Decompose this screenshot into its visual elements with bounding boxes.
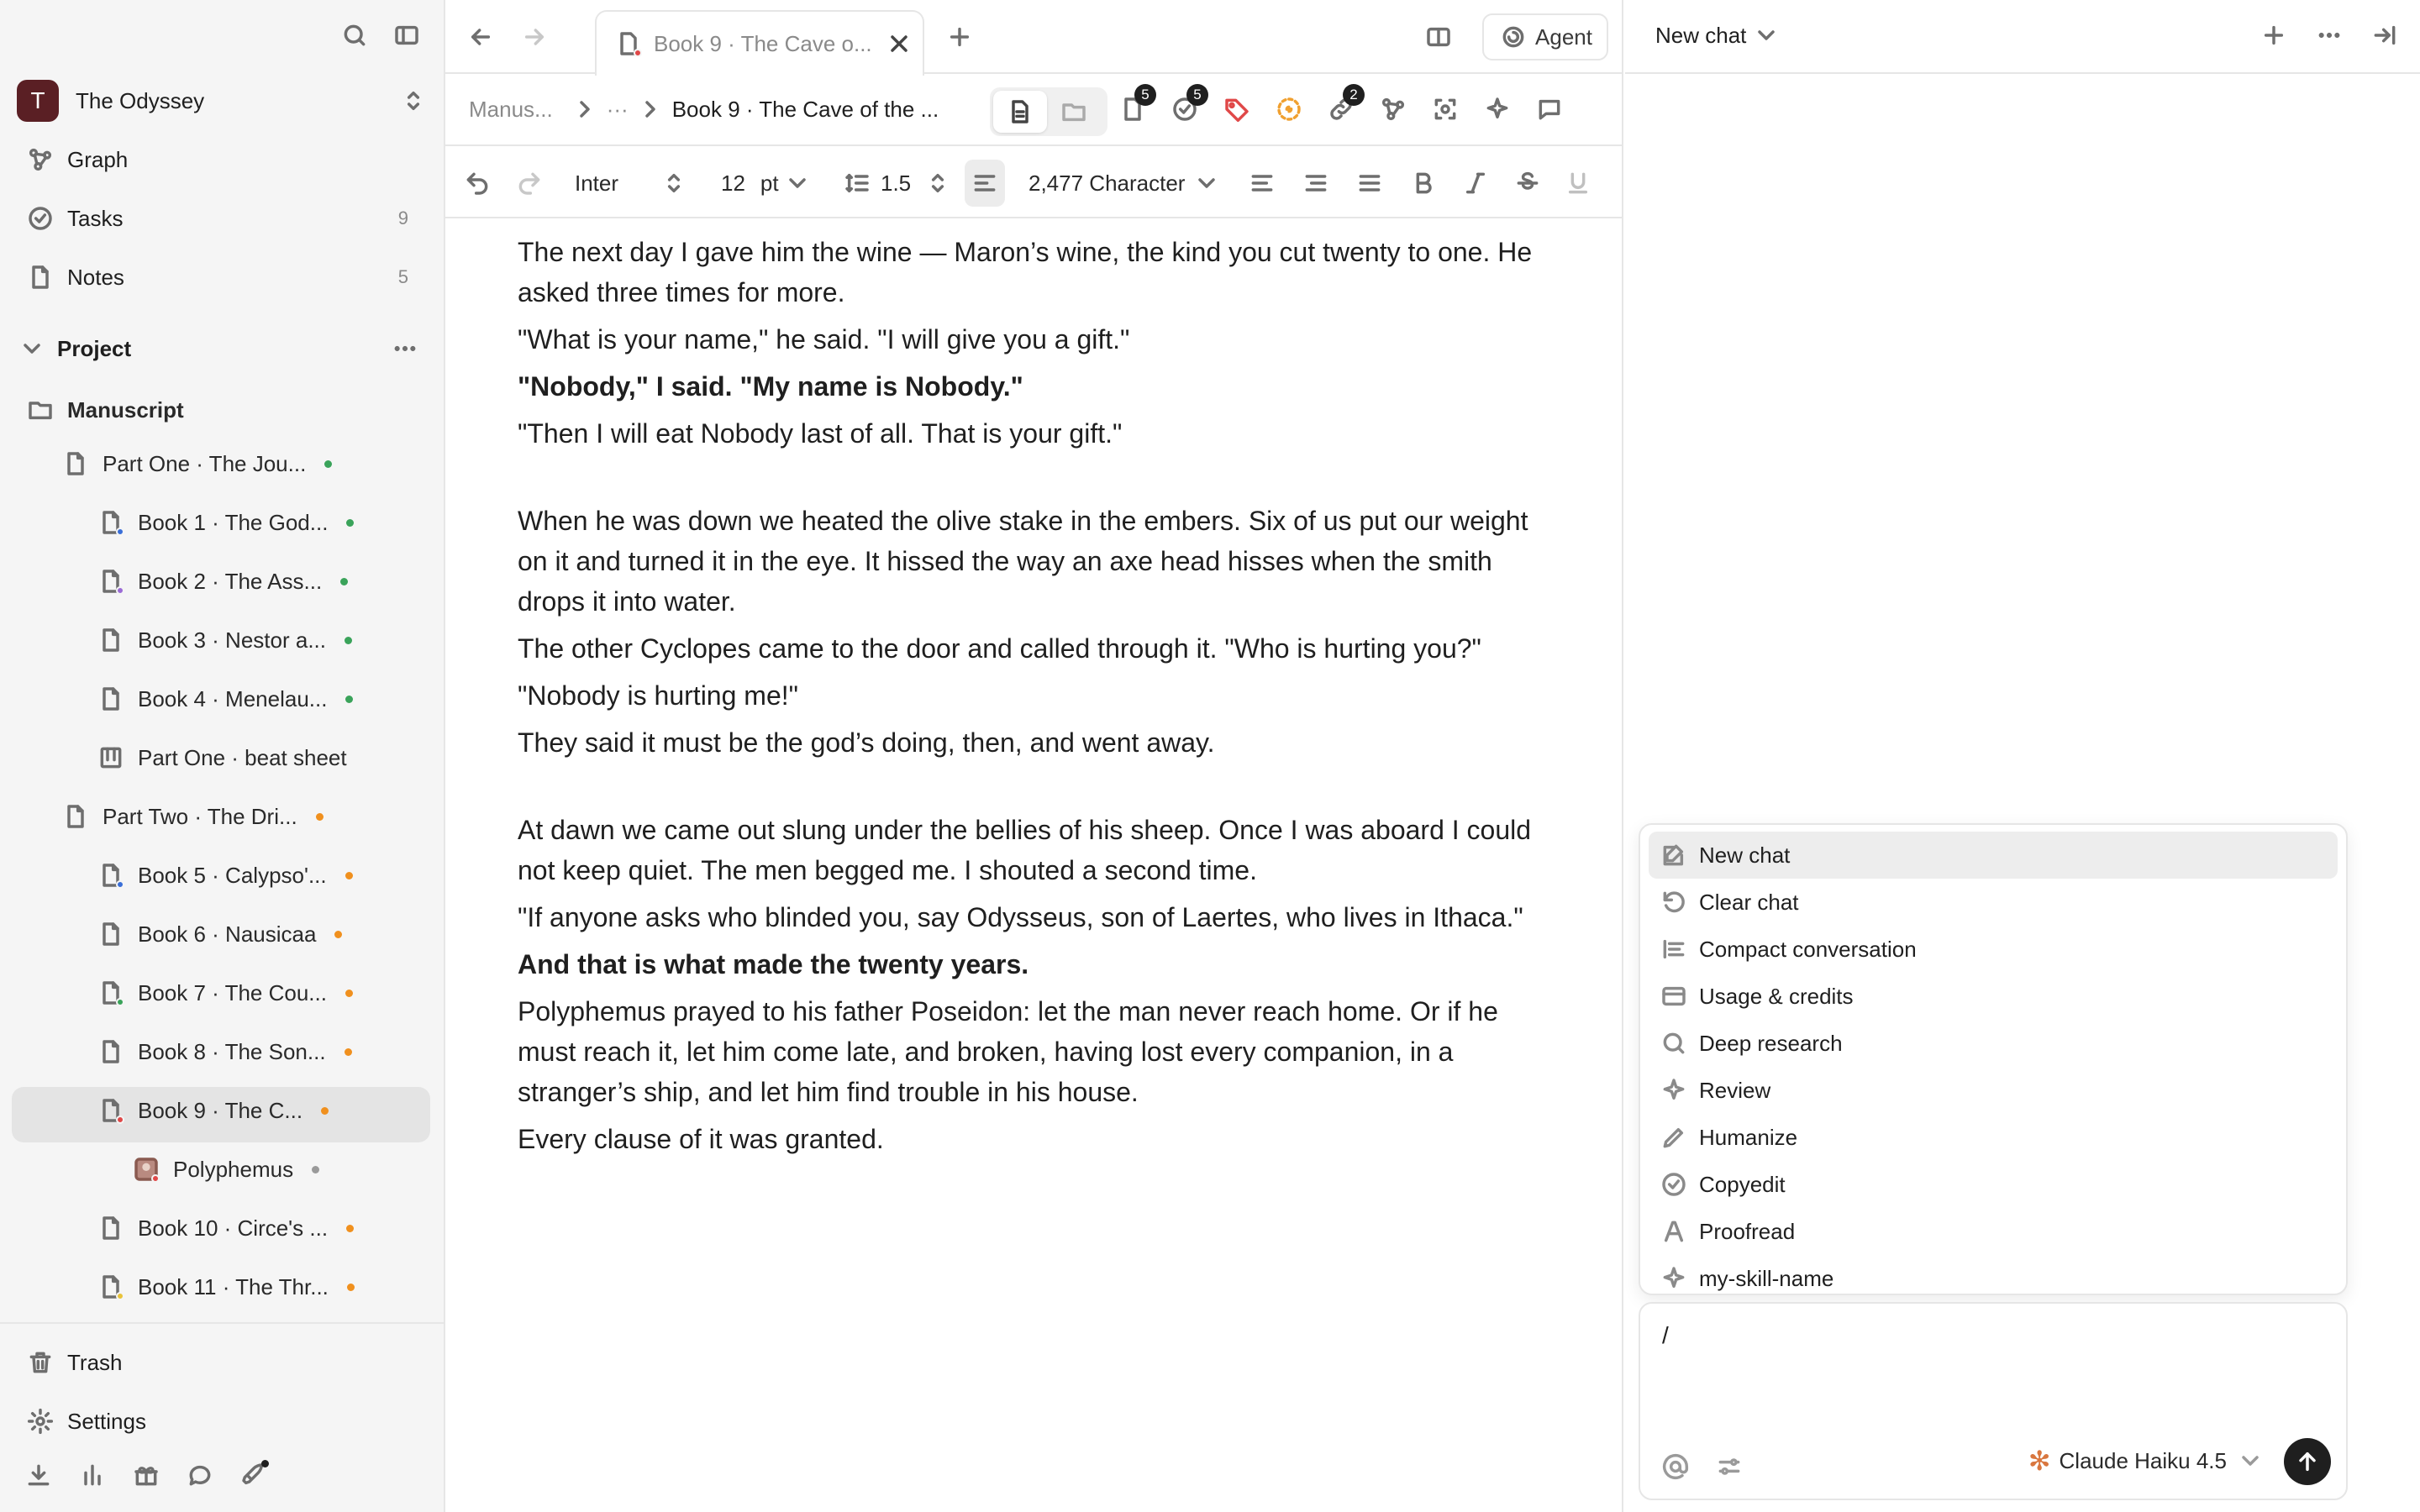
menu-item-label: Compact conversation	[1699, 936, 1917, 962]
sparkle-icon[interactable]	[1482, 94, 1512, 124]
paragraph: The next day I gave him the wine — Maron’s wine, the kind you cut twenty to one. He asked three times for more.	[518, 237, 1533, 307]
status-dot	[346, 1225, 354, 1232]
align-right-icon	[1301, 168, 1331, 198]
editor-pane	[445, 0, 1623, 1512]
document-icon	[96, 1037, 126, 1067]
plus-icon[interactable]	[2259, 20, 2289, 50]
tree-item-label: Book 1 · The God...	[138, 509, 329, 535]
document-icon	[96, 919, 126, 949]
tag-icon[interactable]	[1222, 94, 1252, 124]
tree-item-label: Book 3 · Nestor a...	[138, 627, 326, 653]
rotate-ccw-icon	[1659, 887, 1689, 917]
document-icon	[96, 1095, 126, 1126]
tree-item[interactable]	[96, 1085, 329, 1136]
paragraph: The other Cyclopes came to the door and called through it. "Who is hurting you?"	[518, 633, 1481, 664]
document-icon	[96, 1272, 126, 1302]
status-dot	[345, 872, 353, 879]
tree-item[interactable]	[96, 850, 353, 900]
close-icon[interactable]	[884, 29, 914, 59]
send-button[interactable]	[2284, 1438, 2331, 1485]
tasks-check-icon[interactable]	[1170, 87, 1202, 124]
status-dot	[340, 578, 348, 585]
chat-title-select[interactable]	[1655, 20, 1781, 50]
compact-lines-icon	[1659, 934, 1689, 964]
document-icon	[96, 860, 126, 890]
status-dot	[324, 460, 332, 468]
menu-item-label: Review	[1699, 1077, 1771, 1103]
underline-button[interactable]	[1563, 168, 1593, 198]
sidebar-item-label: Graph	[67, 146, 129, 172]
character-count-select[interactable]	[1028, 168, 1222, 198]
tree-item[interactable]	[96, 556, 348, 606]
new-tab-plus-icon[interactable]	[944, 22, 975, 52]
status-dot	[346, 519, 354, 527]
tree-item[interactable]	[96, 1262, 355, 1312]
agent-button[interactable]	[1482, 13, 1608, 60]
character-count: 2,477 Character	[1028, 170, 1186, 196]
menu-item-humanize[interactable]	[1649, 1114, 2338, 1161]
notes-count: 5	[397, 266, 408, 287]
sparkle-icon	[1659, 1075, 1689, 1105]
chat-composer[interactable]	[1639, 1302, 2348, 1500]
paragraph: They said it must be the god’s doing, then, and went away.	[518, 727, 1215, 758]
model-name: Claude Haiku 4.5	[2059, 1447, 2227, 1473]
chat-header	[1625, 0, 2420, 74]
slash-command-menu	[1639, 823, 2348, 1295]
collapse-panel-icon[interactable]	[2370, 20, 2400, 50]
font-size-select[interactable]	[721, 168, 813, 198]
breadcrumb	[469, 94, 939, 124]
tab-label: Book 9 · The Cave o...	[654, 30, 872, 56]
section-label: Project	[57, 335, 132, 361]
tasks-badge: 5	[1186, 84, 1208, 106]
tree-item-label: Part One · The Jou...	[103, 450, 307, 476]
document-icon	[60, 449, 91, 479]
menu-item-label: Humanize	[1699, 1124, 1798, 1150]
back-arrow-icon[interactable]	[466, 22, 496, 52]
composer-tools	[1660, 1452, 1744, 1482]
tasks-count: 9	[397, 207, 408, 228]
sidebar-footer-tools	[24, 1460, 269, 1490]
settings-sliders-icon[interactable]	[1714, 1452, 1744, 1482]
menu-item-label: Clear chat	[1699, 889, 1799, 915]
status-dot	[345, 637, 352, 644]
paragraph: "If anyone asks who blinded you, say Odysseus, son of Laertes, who lives in Ithaca."	[518, 902, 1523, 932]
tree-item[interactable]	[60, 791, 324, 842]
workspace-avatar: T	[17, 80, 59, 122]
document-icon	[96, 566, 126, 596]
toggle-sidebar-icon[interactable]	[392, 20, 422, 50]
paragraph-style-button[interactable]	[965, 160, 1005, 207]
italic-icon	[1460, 168, 1491, 198]
breadcrumb-ellipsis[interactable]: ···	[606, 96, 629, 122]
document-icon	[96, 978, 126, 1008]
underline-icon	[1563, 168, 1593, 198]
redo-button[interactable]	[514, 168, 544, 198]
pen-icon	[1659, 1122, 1689, 1152]
justify-icon	[1355, 168, 1385, 198]
tab-bar	[445, 0, 1622, 74]
menu-item-copyedit[interactable]	[1649, 1161, 2338, 1208]
sidebar-item-trash[interactable]	[25, 1339, 420, 1386]
chevron-down-icon	[2235, 1446, 2265, 1476]
tree-item-label: Part One · beat sheet	[138, 744, 347, 770]
font-family-value: Inter	[575, 170, 619, 196]
breadcrumb-current[interactable]: Book 9 · The Cave of the ...	[671, 96, 939, 122]
folder-view-option[interactable]	[1047, 91, 1101, 133]
tree-item[interactable]	[60, 438, 332, 489]
note-icon	[25, 262, 55, 292]
tree-item-label: Book 7 · The Cou...	[138, 979, 327, 1005]
tree-item-label: Book 10 · Circe's ...	[138, 1215, 329, 1241]
beat-sheet-icon	[96, 743, 126, 773]
gift-icon[interactable]	[131, 1460, 161, 1490]
graph-icon	[25, 144, 55, 175]
chat-bubble-icon[interactable]	[185, 1460, 215, 1490]
menu-item-label: Deep research	[1699, 1030, 1843, 1056]
chevron-down-icon[interactable]	[17, 333, 47, 364]
align-left-icon	[1247, 168, 1277, 198]
rocket-icon[interactable]	[239, 1460, 269, 1490]
sidebar-item-label: Trash	[67, 1349, 123, 1375]
status-dot	[345, 990, 353, 997]
line-height-value: 1.5	[881, 170, 912, 196]
tree-item[interactable]	[96, 1203, 354, 1253]
font-size-value: 12	[721, 170, 745, 196]
folder-icon	[25, 395, 55, 425]
status-mini-dot	[116, 528, 124, 536]
chevron-down-icon	[1751, 20, 1781, 50]
line-height-select[interactable]	[842, 168, 953, 198]
status-dot	[345, 696, 353, 703]
divider	[0, 1322, 445, 1324]
menu-item-proofread[interactable]	[1649, 1208, 2338, 1255]
format-toolbar	[445, 148, 1622, 218]
menu-item-review[interactable]	[1649, 1067, 2338, 1114]
more-horizontal-icon[interactable]	[2314, 20, 2344, 50]
chat-panel	[1625, 0, 2420, 1512]
status-dot	[321, 1107, 329, 1115]
document-view-icon	[1005, 97, 1035, 127]
undo-icon	[462, 168, 492, 198]
align-left-button[interactable]	[1247, 168, 1277, 198]
tree-item[interactable]	[25, 385, 184, 435]
chevron-right-icon	[635, 94, 666, 124]
sidebar-item-graph[interactable]	[25, 136, 420, 183]
workspace-name: The Odyssey	[76, 87, 205, 113]
notes-icon[interactable]	[1118, 87, 1150, 124]
status-dot	[334, 931, 342, 938]
paragraph: Polyphemus prayed to his father Poseidon: let the man never reach home. Or if he must reach it, let him come late, and broken, having lost every companion, in a stranger’s ship, and let him find trouble in his house.	[518, 996, 1498, 1107]
arrow-up-icon	[2292, 1446, 2323, 1477]
breadcrumb-bar	[445, 76, 1622, 146]
sidebar-item-tasks[interactable]	[25, 195, 420, 242]
menu-item-label: Proofread	[1699, 1218, 1796, 1244]
character-avatar-icon	[131, 1154, 161, 1184]
menu-item-new-chat[interactable]	[1649, 832, 2338, 879]
chat-title: New chat	[1655, 22, 1747, 48]
notification-dot	[261, 1460, 269, 1467]
menu-item-label: Copyedit	[1699, 1171, 1786, 1197]
chevron-right-icon	[570, 94, 600, 124]
menu-item-compact-conversation[interactable]	[1649, 926, 2338, 973]
justify-button[interactable]	[1355, 168, 1385, 198]
mention-at-icon[interactable]	[1660, 1452, 1691, 1482]
document-body[interactable]	[518, 232, 1560, 1166]
document-icon	[96, 625, 126, 655]
strikethrough-button[interactable]	[1512, 168, 1543, 198]
agent-swirl-icon	[1498, 22, 1528, 52]
document-tools	[1118, 87, 1565, 124]
chevron-up-down-icon	[923, 168, 953, 198]
graph-nodes-icon[interactable]	[1378, 94, 1408, 124]
document-icon	[96, 684, 126, 714]
document-view-option[interactable]	[993, 91, 1047, 133]
notes-badge: 5	[1134, 84, 1156, 106]
forward-arrow-icon[interactable]	[519, 22, 550, 52]
document-icon	[60, 801, 91, 832]
chat-header-tools	[2259, 20, 2400, 50]
search-icon	[1659, 1028, 1689, 1058]
task-circle-check-icon	[25, 203, 55, 234]
paragraph: When he was down we heated the olive stake in the embers. Six of us put our weight on it and turned it in the eye. It hissed the way an axe head hisses when the smith drops it into water.	[518, 506, 1528, 617]
align-left-icon	[970, 168, 1000, 198]
paragraph: And that is what made the twenty years.	[518, 949, 1029, 979]
status-mini-dot	[116, 998, 124, 1006]
paragraph: At dawn we came out slung under the bellies of his sheep. Once I was aboard I could not keep quiet. The men begged me. I shouted a second time.	[518, 815, 1532, 885]
menu-item-label: Usage & credits	[1699, 983, 1854, 1009]
menu-item-usage-credits[interactable]	[1649, 973, 2338, 1020]
claude-logo-icon: ✻	[2028, 1446, 2051, 1476]
align-right-button[interactable]	[1301, 168, 1331, 198]
proofread-a-icon	[1659, 1216, 1689, 1247]
model-select[interactable]	[2028, 1445, 2265, 1477]
sidebar-item-label: Tasks	[67, 205, 124, 231]
credit-card-icon	[1659, 981, 1689, 1011]
tree-item-label: Book 4 · Menelau...	[138, 685, 328, 711]
status-mini-dot	[151, 1174, 160, 1183]
document-icon	[96, 507, 126, 538]
status-mini-dot	[116, 586, 124, 595]
bold-button[interactable]	[1408, 168, 1439, 198]
redo-icon	[514, 168, 544, 198]
download-icon[interactable]	[24, 1460, 54, 1490]
chevron-down-icon	[1192, 168, 1222, 198]
more-horizontal-icon[interactable]	[390, 333, 420, 364]
paragraph: "What is your name," he said. "I will give you a gift."	[518, 324, 1130, 354]
workspace-switcher[interactable]	[17, 77, 429, 124]
tree-item-label: Book 2 · The Ass...	[138, 568, 323, 594]
sidebar	[0, 0, 445, 1512]
undo-button[interactable]	[462, 168, 492, 198]
paragraph: "Nobody," I said. "My name is Nobody."	[518, 371, 1023, 402]
tree-item-label: Book 5 · Calypso'...	[138, 862, 327, 888]
font-size-unit: pt	[760, 170, 779, 196]
tree-item[interactable]	[96, 968, 353, 1018]
sidebar-item-label: Settings	[67, 1408, 146, 1434]
status-mini-dot	[116, 880, 124, 889]
agent-label: Agent	[1535, 24, 1592, 50]
menu-item-label: my-skill-name	[1699, 1265, 1834, 1291]
strikethrough-icon	[1512, 168, 1543, 198]
menu-item-label: New chat	[1699, 842, 1791, 868]
gear-icon	[25, 1406, 55, 1436]
document-icon	[613, 29, 644, 59]
sidebar-item-label: Notes	[67, 264, 124, 290]
bar-chart-icon[interactable]	[77, 1460, 108, 1490]
comment-icon[interactable]	[1534, 94, 1565, 124]
focus-scan-icon[interactable]	[1430, 94, 1460, 124]
link-icon[interactable]	[1326, 87, 1358, 124]
sparkle-icon	[1659, 1263, 1689, 1294]
sidebar-top-tools	[339, 20, 422, 50]
chevron-up-down-icon	[659, 168, 689, 198]
tree-item-label: Book 9 · The C...	[138, 1097, 303, 1123]
paragraph: Every clause of it was granted.	[518, 1124, 884, 1154]
chevron-up-down-icon	[398, 86, 429, 116]
tree-item-label: Polyphemus	[173, 1156, 294, 1182]
sidebar-item-notes[interactable]	[25, 254, 420, 301]
tree-item-label: Part Two · The Dri...	[103, 803, 297, 829]
blank-line	[518, 769, 1560, 810]
composer-input[interactable]: /	[1662, 1322, 1669, 1348]
italic-button[interactable]	[1460, 168, 1491, 198]
search-icon[interactable]	[339, 20, 370, 50]
menu-item-deep-research[interactable]	[1649, 1020, 2338, 1067]
paragraph: "Nobody is hurting me!"	[518, 680, 798, 711]
status-mini-dot	[634, 49, 642, 57]
view-mode-toggle[interactable]	[990, 87, 1107, 136]
status-mini-dot	[116, 1116, 124, 1124]
line-spacing-icon	[842, 168, 872, 198]
blank-line	[518, 460, 1560, 501]
chevron-down-icon	[782, 168, 813, 198]
tree-item-label: Manuscript	[67, 396, 184, 423]
status-dot	[316, 813, 324, 821]
split-view-icon[interactable]	[1423, 22, 1454, 52]
status-mini-dot	[116, 1292, 124, 1300]
status-dot	[345, 1048, 352, 1056]
folder-view-icon	[1059, 97, 1089, 127]
sidebar-item-settings[interactable]	[25, 1398, 420, 1445]
tree-item-label: Book 6 · Nausicaa	[138, 921, 317, 947]
edit-pencil-square-icon	[1659, 840, 1689, 870]
tree-item-label: Book 11 · The Thr...	[138, 1273, 329, 1299]
tree-item[interactable]	[96, 1026, 352, 1077]
trash-icon	[25, 1347, 55, 1378]
status-dot	[312, 1166, 319, 1173]
bold-icon	[1408, 168, 1439, 198]
font-family-select[interactable]	[575, 168, 689, 198]
tree-item[interactable]	[96, 615, 352, 665]
circle-check-icon	[1659, 1169, 1689, 1200]
tree-item[interactable]	[131, 1144, 319, 1194]
paragraph: "Then I will eat Nobody last of all. That is your gift."	[518, 418, 1123, 449]
tab-book-9[interactable]	[595, 10, 924, 76]
breadcrumb-root[interactable]: Manus...	[469, 96, 553, 122]
document-icon	[96, 1213, 126, 1243]
links-badge: 2	[1343, 84, 1365, 106]
tree-item[interactable]	[96, 732, 347, 783]
tree-item[interactable]	[96, 674, 353, 724]
tree-item-label: Book 8 · The Son...	[138, 1038, 326, 1064]
status-dashed-circle-icon[interactable]	[1274, 94, 1304, 124]
menu-item-my-skill-name[interactable]	[1649, 1255, 2338, 1302]
menu-item-clear-chat[interactable]	[1649, 879, 2338, 926]
tree-item[interactable]	[96, 497, 354, 548]
status-dot	[347, 1284, 355, 1291]
tree-item[interactable]	[96, 909, 342, 959]
project-section-header[interactable]	[17, 326, 429, 371]
